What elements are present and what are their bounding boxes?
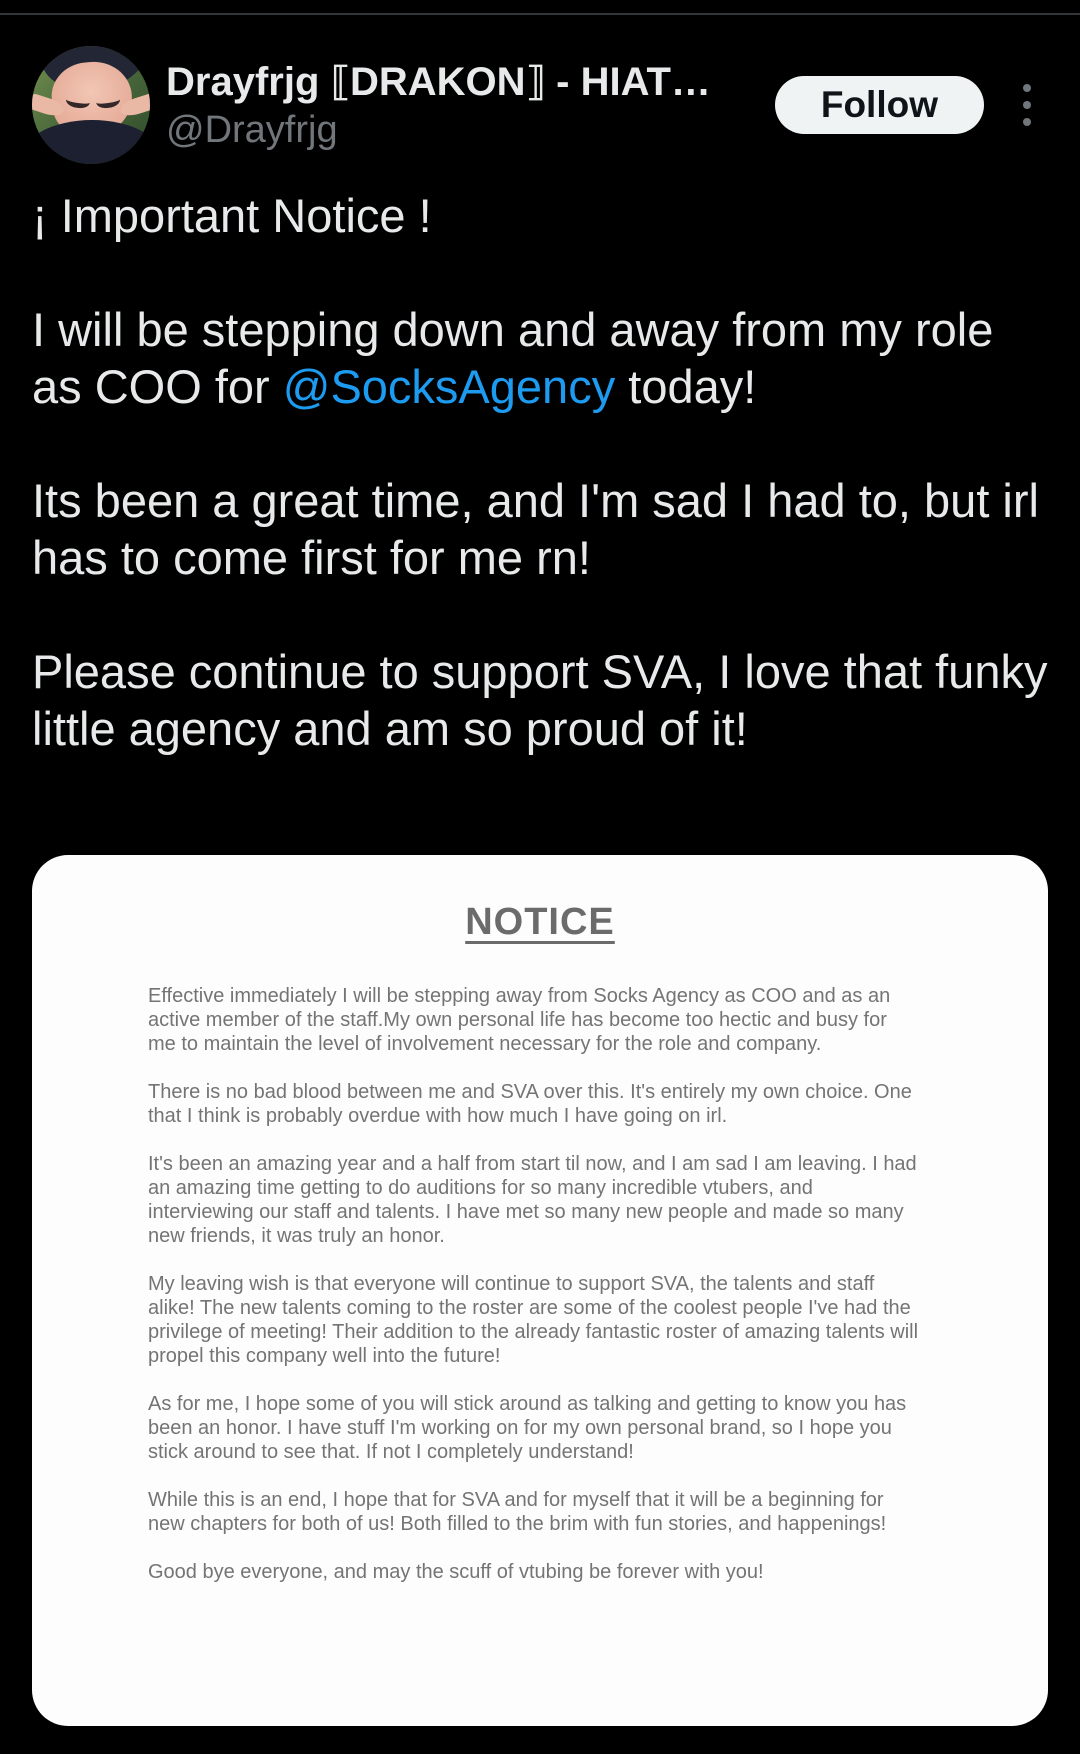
- follow-button[interactable]: Follow: [775, 76, 984, 134]
- mention-link-socksagency[interactable]: @SocksAgency: [282, 360, 616, 413]
- kebab-vertical-icon: [1023, 84, 1031, 92]
- kebab-vertical-icon: [1023, 101, 1031, 109]
- display-name[interactable]: Drayfrjg ⟦DRAKON⟧ - HIAT…: [166, 60, 711, 104]
- more-options-button[interactable]: [1006, 78, 1048, 132]
- kebab-vertical-icon: [1023, 118, 1031, 126]
- tweet-paragraph: [32, 301, 1048, 415]
- tweet-text-segment: I will be stepping down and away from my role as COO for: [32, 303, 994, 413]
- handle[interactable]: @Drayfrjg: [166, 109, 338, 151]
- tweet-detail-page: [0, 13, 1080, 1754]
- avatar[interactable]: [32, 46, 150, 164]
- tweet-text-segment: Its been a great time, and I'm sad I had to, but irl has to come first for me rn!: [32, 474, 1039, 584]
- attached-notice-image[interactable]: [32, 855, 1048, 1726]
- notice-paragraph: As for me, I hope some of you will stick around as talking and getting to know you has been an honor. I have stuff I'm working on for my own personal brand, so I hope you stick around to see that. If not I completely understand!: [148, 1393, 907, 1463]
- tweet-text: [0, 187, 1080, 757]
- tweet-paragraph: [32, 643, 1048, 757]
- tweet-paragraph: [32, 472, 1048, 586]
- tweet-text-segment: Please continue to support SVA, I love that funky little agency and am so proud of it!: [32, 645, 1048, 755]
- author-name-block[interactable]: [166, 57, 775, 153]
- tweet-paragraph: [32, 187, 1048, 244]
- notice-body: [148, 984, 920, 1584]
- tweet-text-segment: ¡ Important Notice !: [32, 189, 432, 242]
- notice-paragraph: My leaving wish is that everyone will continue to support SVA, the talents and staff alike! The new talents coming to the roster are some of the coolest people I've had the privilege of meeting! Their addition to the already fantastic roster of amazing talents will propel this company well into the future!: [148, 1273, 919, 1367]
- tweet-header: [0, 45, 1080, 165]
- notice-paragraph: Effective immediately I will be stepping away from Socks Agency as COO and as an active member of the staff.My own personal life has become too hectic and busy for me to maintain the level of involvement necessary for the role and company.: [148, 985, 891, 1055]
- top-divider: [0, 13, 1080, 15]
- tweet-text-segment: today!: [615, 360, 757, 413]
- notice-paragraph: While this is an end, I hope that for SVA and for myself that it will be a beginning for new chapters for both of us! Both filled to the brim with fun stories, and happenings!: [148, 1489, 887, 1535]
- notice-paragraph: Good bye everyone, and may the scuff of vtubing be forever with you!: [148, 1561, 764, 1583]
- notice-title: NOTICE: [465, 901, 615, 943]
- notice-paragraph: It's been an amazing year and a half from start til now, and I am sad I am leaving. I had an amazing time getting to do auditions for so many incredible vtubers, and interviewing our staff and talents. I have met so many new people and made so many new friends, it was truly an honor.: [148, 1153, 917, 1247]
- avatar-art-hair: [32, 120, 150, 164]
- notice-paragraph: There is no bad blood between me and SVA over this. It's entirely my own choice. One that I think is probably overdue with how much I have going on irl.: [148, 1081, 912, 1127]
